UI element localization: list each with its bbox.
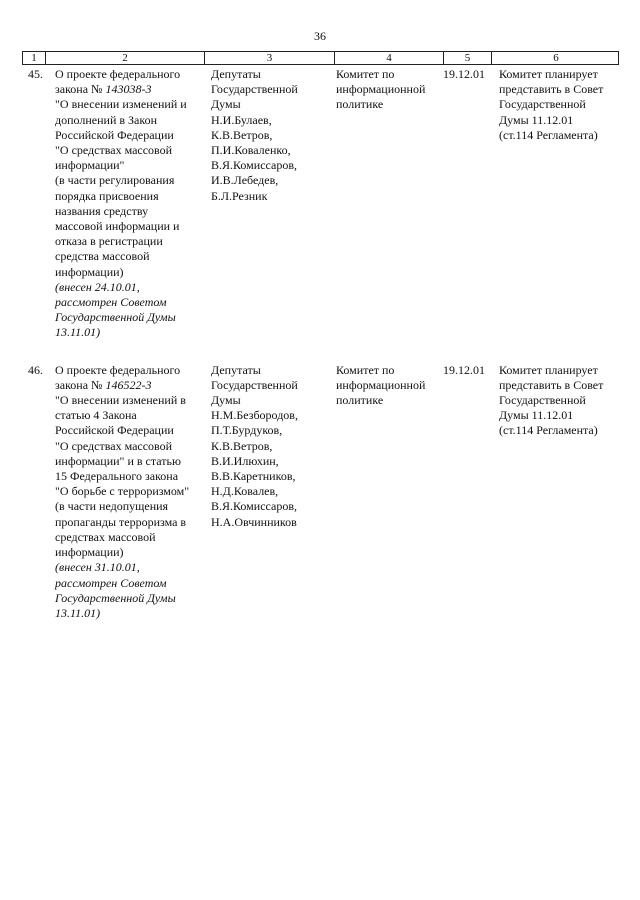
column-header-2: 2 xyxy=(46,52,205,64)
committee-plan: Комитет планирует представить в Совет Государственной Думы 11.12.01 (ст.114 Регламента) xyxy=(499,362,604,438)
column-header-row xyxy=(22,51,619,65)
submission-note: (внесен 31.10.01, рассмотрен Советом Государственной Думы 13.11.01) xyxy=(55,560,176,620)
bill-number: 146522-3 xyxy=(105,377,152,392)
committee: Комитет по информационной политике xyxy=(336,362,426,408)
bill-title xyxy=(55,67,209,341)
bill-number: 143038-3 xyxy=(105,82,152,97)
column-header-4: 4 xyxy=(335,52,444,64)
initiators: Депутаты Государственной Думы Н.М.Безбородов, П.Т.Бурдуков, К.В.Ветров, В.И.Илюхин, В.В.Каретников, Н.Д.Ковалев, В.Я.Комиссаров, Н.А.Овчинников xyxy=(211,362,298,529)
bill-title-prefix: О проекте федерального закона № xyxy=(55,67,181,97)
initiators: Депутаты Государственной Думы Н.И.Булаев, К.В.Ветров, П.И.Коваленко, В.Я.Комиссаров, И.В.Лебедев, Б.Л.Резник xyxy=(211,67,298,203)
column-header-1: 1 xyxy=(23,52,46,64)
bill-title-body: "О внесении изменений и дополнений в Закон Российской Федерации "О средствах массовой информации" (в части регулирования порядка присвоения названия средству массовой информации и отказа в регистрации средства массовой информации) xyxy=(55,97,187,279)
bill-title-body: "О внесении изменений в статью 4 Закона Российской Федерации "О средствах массовой информации" и в статью 15 Федерального закона "О борьбе с терроризмом" (в части недопущения пропаганды терроризма в средствах массовой информации) xyxy=(55,393,190,560)
committee-plan: Комитет планирует представить в Совет Государственной Думы 11.12.01 (ст.114 Регламента) xyxy=(499,67,604,142)
entry-number: 45. xyxy=(28,67,43,81)
committee: Комитет по информационной политике xyxy=(336,67,426,112)
table-row xyxy=(22,363,619,621)
column-header-6: 6 xyxy=(553,52,559,64)
page-number: 36 xyxy=(314,29,326,43)
bill-entries xyxy=(22,67,619,621)
table-row xyxy=(22,67,619,341)
bill-title-prefix: О проекте федерального закона № xyxy=(55,362,181,392)
bill-title xyxy=(55,363,209,621)
review-date: 19.12.01 xyxy=(443,67,485,81)
review-date: 19.12.01 xyxy=(443,362,485,377)
submission-note: (внесен 24.10.01, рассмотрен Советом Государственной Думы 13.11.01) xyxy=(55,279,176,340)
column-header-5: 5 xyxy=(444,52,492,64)
column-header-3: 3 xyxy=(205,52,335,64)
entry-number: 46. xyxy=(28,362,43,377)
